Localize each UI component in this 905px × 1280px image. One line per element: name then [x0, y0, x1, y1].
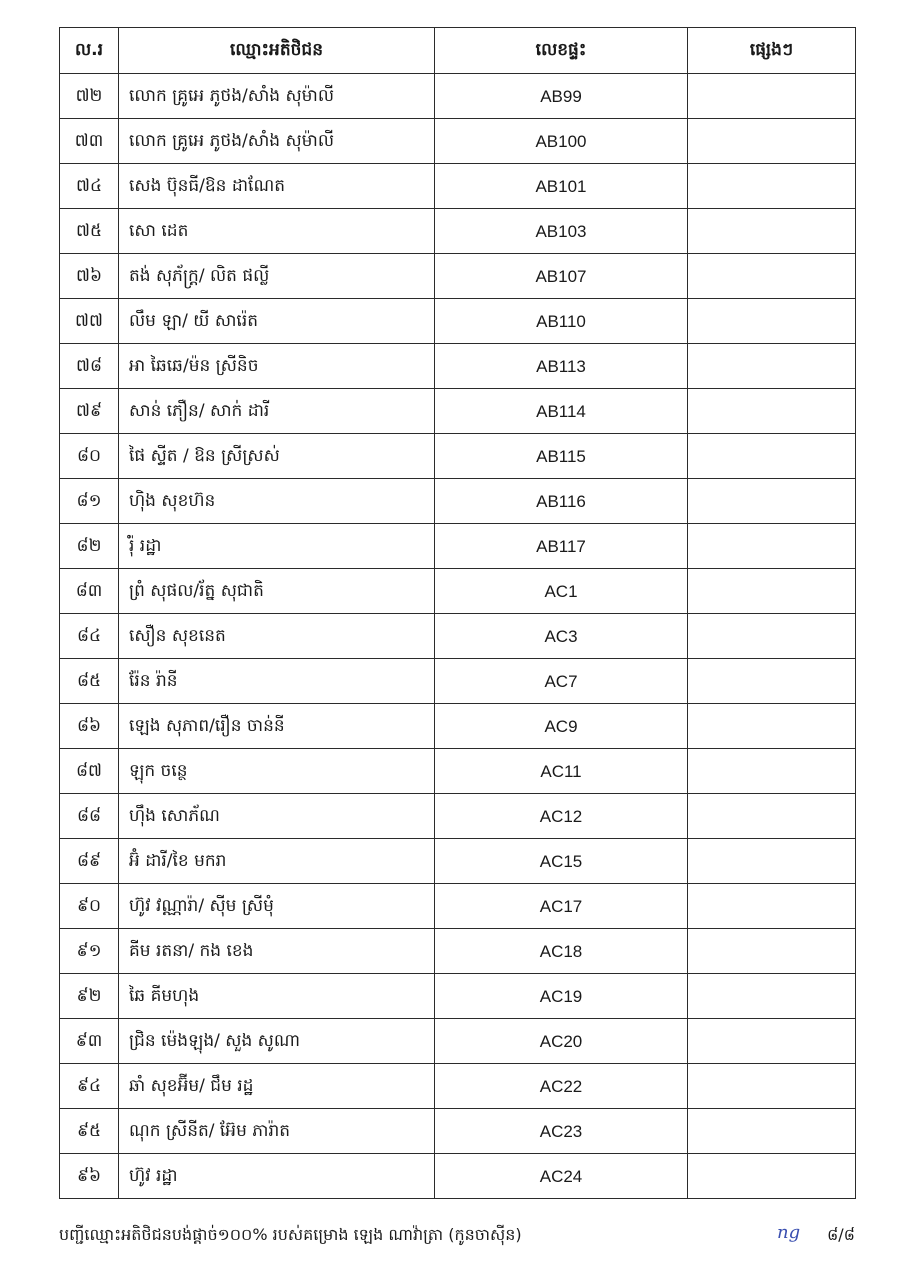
other-note [688, 659, 856, 704]
house-number: AC12 [435, 794, 688, 839]
table-row [60, 479, 856, 524]
table-row [60, 794, 856, 839]
table-row [60, 119, 856, 164]
row-number: ៨៨ [60, 794, 119, 839]
table-row [60, 1019, 856, 1064]
row-number: ៨០ [60, 434, 119, 479]
customer-name: លោក គ្រូអេ ភូថង/សាំង សុម៉ាលី [119, 119, 435, 164]
house-number: AB101 [435, 164, 688, 209]
other-note [688, 164, 856, 209]
customer-name: ជ្រិន ម៉េងឡុង/ សួង សូណា [119, 1019, 435, 1064]
row-number: ៩៥ [60, 1109, 119, 1154]
row-number: ៧៧ [60, 299, 119, 344]
house-number: AB116 [435, 479, 688, 524]
page-footer [59, 1222, 855, 1246]
header-other: ផ្សេងៗ [688, 28, 856, 74]
table-row [60, 344, 856, 389]
row-number: ៨៧ [60, 749, 119, 794]
page-number: ៨/៨ [826, 1225, 855, 1244]
table-row [60, 884, 856, 929]
other-note [688, 749, 856, 794]
customer-name: ឆៃ គីមហុង [119, 974, 435, 1019]
row-number: ៨២ [60, 524, 119, 569]
row-number: ៨១ [60, 479, 119, 524]
other-note [688, 434, 856, 479]
customer-name: សេង ប៊ុនធី/ឱន ដាណែត [119, 164, 435, 209]
customer-name: ផៃ ស្ទីត / ឱន ស្រីស្រស់ [119, 434, 435, 479]
table-row [60, 299, 856, 344]
other-note [688, 209, 856, 254]
row-number: ៧៩ [60, 389, 119, 434]
other-note [688, 929, 856, 974]
house-number: AB103 [435, 209, 688, 254]
house-number: AC20 [435, 1019, 688, 1064]
header-no: ល.រ [60, 28, 119, 74]
other-note [688, 119, 856, 164]
customer-name: រ៉ុំ រដ្ឋា [119, 524, 435, 569]
row-number: ៩៣ [60, 1019, 119, 1064]
other-note [688, 344, 856, 389]
row-number: ៨៥ [60, 659, 119, 704]
other-note [688, 839, 856, 884]
house-number: AB110 [435, 299, 688, 344]
customer-name: អ៊ំ ដារី/ខៃ មករា [119, 839, 435, 884]
row-number: ៨៩ [60, 839, 119, 884]
other-note [688, 524, 856, 569]
row-number: ៩១ [60, 929, 119, 974]
house-number: AC15 [435, 839, 688, 884]
table-row [60, 209, 856, 254]
table-row [60, 434, 856, 479]
header-customer-name: ឈ្មោះអតិថិជន [119, 28, 435, 74]
customer-name: អា ឆៃឆេ/ម៉ន ស្រីនិច [119, 344, 435, 389]
other-note [688, 569, 856, 614]
table-row [60, 614, 856, 659]
other-note [688, 794, 856, 839]
row-number: ៨៦ [60, 704, 119, 749]
house-number: AC24 [435, 1154, 688, 1199]
customer-table [59, 27, 856, 1199]
row-number: ៧២ [60, 74, 119, 119]
table-row [60, 1064, 856, 1109]
other-note [688, 1019, 856, 1064]
row-number: ៨៣ [60, 569, 119, 614]
table-header-row [60, 28, 856, 74]
table-row [60, 659, 856, 704]
customer-name: ឆាំ សុខអ៊ីម/ ជឹម រដ្ឋ [119, 1064, 435, 1109]
row-number: ៨៤ [60, 614, 119, 659]
customer-name: តង់ សុភ័ក្ត្រ/ លិត ផល្លី [119, 254, 435, 299]
customer-name: ហ៊ូវ វណ្ណារ៉ា/ ស៊ីម ស្រីមុំ [119, 884, 435, 929]
other-note [688, 974, 856, 1019]
other-note [688, 1154, 856, 1199]
other-note [688, 254, 856, 299]
other-note [688, 884, 856, 929]
row-number: ៧៤ [60, 164, 119, 209]
row-number: ៧៨ [60, 344, 119, 389]
house-number: AB107 [435, 254, 688, 299]
table-row [60, 569, 856, 614]
table-row [60, 254, 856, 299]
house-number: AC1 [435, 569, 688, 614]
table-row [60, 749, 856, 794]
table-row [60, 839, 856, 884]
table-row [60, 1109, 856, 1154]
customer-table-sheet [59, 27, 855, 1199]
row-number: ៩០ [60, 884, 119, 929]
house-number: AB113 [435, 344, 688, 389]
row-number: ៩៦ [60, 1154, 119, 1199]
other-note [688, 479, 856, 524]
house-number: AB115 [435, 434, 688, 479]
other-note [688, 389, 856, 434]
customer-name: សឿន សុខនេត [119, 614, 435, 659]
customer-name: សាន់ ភឿន/ សាក់ ដារី [119, 389, 435, 434]
customer-name: រ៉ែន រ៉ានី [119, 659, 435, 704]
table-row [60, 389, 856, 434]
table-row [60, 74, 856, 119]
row-number: ៧៣ [60, 119, 119, 164]
table-row [60, 704, 856, 749]
house-number: AC7 [435, 659, 688, 704]
table-row [60, 1154, 856, 1199]
house-number: AC3 [435, 614, 688, 659]
house-number: AB114 [435, 389, 688, 434]
house-number: AC19 [435, 974, 688, 1019]
house-number: AB100 [435, 119, 688, 164]
table-row [60, 164, 856, 209]
row-number: ៩៤ [60, 1064, 119, 1109]
header-house-number: លេខផ្ទះ [435, 28, 688, 74]
house-number: AC9 [435, 704, 688, 749]
house-number: AC17 [435, 884, 688, 929]
handwritten-initials: ng [777, 1222, 801, 1243]
house-number: AC23 [435, 1109, 688, 1154]
house-number: AB99 [435, 74, 688, 119]
table-row [60, 974, 856, 1019]
other-note [688, 1064, 856, 1109]
customer-name: ណុក ស្រីនីត/ អ៊ែម ភារ៉ាត [119, 1109, 435, 1154]
customer-name: ហ៊ូវ រដ្ឋា [119, 1154, 435, 1199]
customer-name: ហ៊ឹង សោភ័ណ [119, 794, 435, 839]
row-number: ៧៦ [60, 254, 119, 299]
other-note [688, 299, 856, 344]
house-number: AC22 [435, 1064, 688, 1109]
row-number: ៩២ [60, 974, 119, 1019]
other-note [688, 704, 856, 749]
customer-name: លោក គ្រូអេ ភូថង/សាំង សុម៉ាលី [119, 74, 435, 119]
other-note [688, 74, 856, 119]
house-number: AB117 [435, 524, 688, 569]
footer-caption: បញ្ជីឈ្មោះអតិថិជនបង់ផ្ដាច់១០០% របស់គម្រោង ឡេង ណាវ៉ាត្រា (កូនចាស៊ីន) [59, 1225, 522, 1244]
customer-name: គីម រតនា/ កង ខេង [119, 929, 435, 974]
table-row [60, 524, 856, 569]
house-number: AC18 [435, 929, 688, 974]
other-note [688, 1109, 856, 1154]
customer-name: ព្រំ សុផល/រ័ត្ន សុជាតិ [119, 569, 435, 614]
customer-name: សោ ដេត [119, 209, 435, 254]
customer-name: ឡុក ចន្ថេ [119, 749, 435, 794]
house-number: AC11 [435, 749, 688, 794]
customer-name: ហ៊ិង សុខហ៊ន [119, 479, 435, 524]
other-note [688, 614, 856, 659]
customer-name: ឡេង សុភាព/រឿន ចាន់នី [119, 704, 435, 749]
customer-name: លឹម ឡា/ យី សារ៉េត [119, 299, 435, 344]
table-row [60, 929, 856, 974]
row-number: ៧៥ [60, 209, 119, 254]
